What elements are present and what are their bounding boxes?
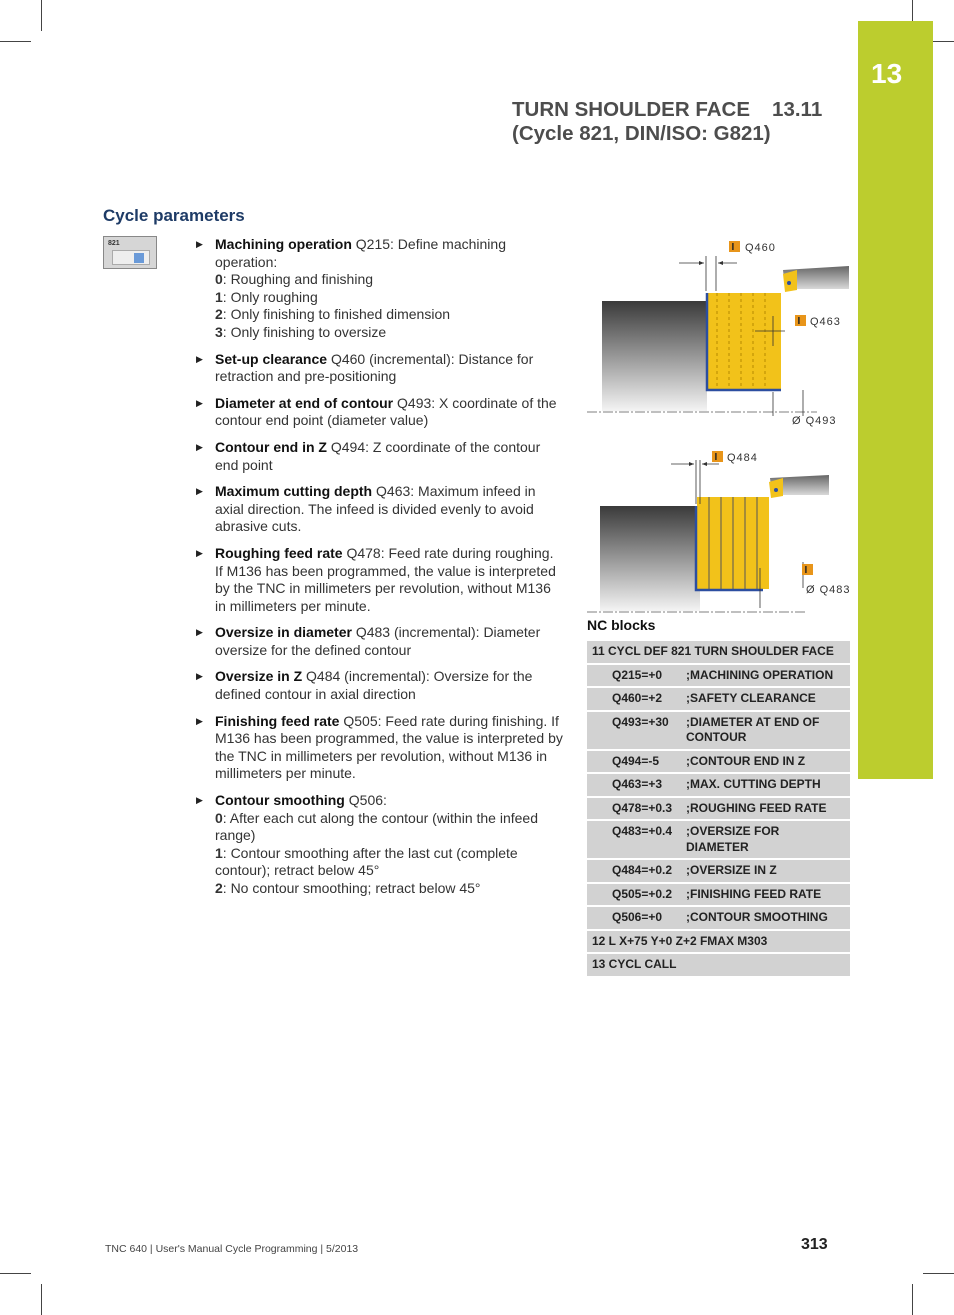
parameter-item — [193, 395, 563, 430]
nc-parameter-row — [587, 751, 850, 775]
option-key: 1 — [215, 844, 223, 861]
bullet-arrow-icon: ▶ — [196, 671, 203, 682]
parameter-name: Oversize in diameter — [215, 624, 352, 641]
option-text: : Contour smoothing after the last cut (complete contour); retract below 45° — [215, 844, 518, 879]
incremental-marker: I — [731, 242, 735, 253]
bullet-arrow-icon: ▶ — [196, 441, 203, 452]
option-text: : Only finishing to oversize — [222, 323, 387, 340]
footer-text: TNC 640 | User's Manual Cycle Programming | 5/2013 — [105, 1243, 359, 1255]
option-key: 2 — [215, 880, 223, 896]
parameter-name: Finishing feed rate — [215, 712, 340, 729]
nc-parameter-row — [587, 907, 850, 931]
parameter-item — [193, 792, 563, 898]
chapter-number: 13 — [871, 58, 903, 89]
parameter-option — [215, 845, 563, 880]
nc-parameter-comment: ;SAFETY CLEARANCE — [686, 691, 816, 705]
parameter-item — [193, 483, 563, 536]
crop-mark — [912, 1284, 913, 1315]
page-header — [512, 98, 842, 146]
nc-parameter-row — [587, 798, 850, 822]
crop-mark — [41, 0, 42, 31]
nc-parameter-row — [587, 712, 850, 751]
parameter-list — [193, 236, 563, 907]
nc-parameter-row — [587, 884, 850, 908]
workpiece — [600, 506, 700, 611]
parameter-item — [193, 545, 563, 615]
label-q493: Ø Q493 — [792, 415, 837, 427]
option-key: 1 — [215, 288, 223, 305]
nc-parameter-value: Q505=+0.2 — [612, 886, 673, 901]
bullet-arrow-icon: ▶ — [196, 627, 203, 638]
label-q463: Q463 — [810, 316, 841, 328]
nc-parameter-row — [587, 774, 850, 798]
incremental-marker: I — [714, 452, 718, 463]
nc-parameter-comment: ;MACHINING OPERATION — [686, 667, 834, 682]
parameter-description: Q483 (incremental): Diameter oversize for the defined contour — [215, 624, 541, 658]
option-key: 0 — [215, 809, 223, 826]
nc-parameter-comment: ;OVERSIZE FOR DIAMETER — [686, 824, 780, 854]
crop-mark — [41, 1284, 42, 1315]
parameter-option — [215, 324, 563, 342]
nc-parameter-value: Q494=-5 — [612, 753, 660, 768]
label-q484: Q484 — [727, 452, 758, 464]
parameter-description: Q478: Feed rate during roughing. If M136 has been programmed, the value is interpreted by the TNC in millimeters per revolution, without M136 in millimeters per minute. — [215, 544, 556, 614]
nc-parameter-comment: ;CONTOUR END IN Z — [686, 753, 806, 768]
nc-parameter-comment: ;FINISHING FEED RATE — [686, 886, 822, 901]
diagram-finishing — [587, 448, 852, 616]
parameter-item — [193, 236, 563, 342]
crop-mark — [0, 41, 31, 42]
parameter-description: Q494: Z coordinate of the contour end point — [215, 438, 541, 473]
nc-parameter-comment: ;OVERSIZE IN Z — [686, 863, 777, 877]
nc-parameter-value: Q483=+0.4 — [612, 824, 673, 838]
bullet-arrow-icon: ▶ — [196, 795, 203, 806]
incremental-marker: I — [797, 316, 801, 327]
softkey-label: 821 — [108, 240, 120, 247]
parameter-description: Q493: X coordinate of the contour end point (diameter value) — [215, 394, 557, 429]
nc-parameter-value: Q215=+0 — [612, 667, 663, 682]
nc-parameter-value: Q463=+3 — [612, 777, 663, 791]
bullet-arrow-icon: ▶ — [196, 715, 203, 726]
parameter-item — [193, 439, 563, 474]
nc-parameter-value: Q478=+0.3 — [612, 800, 673, 815]
option-text: : Roughing and finishing — [222, 271, 374, 288]
parameter-item — [193, 713, 563, 783]
page-number: 313 — [801, 1236, 828, 1253]
nc-parameter-row — [587, 665, 850, 689]
nc-blocks-title: NC blocks — [587, 617, 656, 633]
parameter-option — [215, 271, 563, 289]
incremental-marker: I — [804, 565, 808, 576]
nc-parameter-comment: ;MAX. CUTTING DEPTH — [686, 777, 821, 791]
parameter-option — [215, 880, 563, 898]
parameter-description: Q463: Maximum infeed in axial direction. The infeed is divided evenly to avoid abrasive cuts. — [215, 483, 536, 535]
nc-block-line: 12 L X+75 Y+0 Z+2 FMAX M303 — [587, 931, 850, 955]
parameter-name: Contour smoothing — [215, 792, 345, 809]
nc-block-head: 11 CYCL DEF 821 TURN SHOULDER FACE — [587, 641, 850, 665]
parameter-item — [193, 668, 563, 703]
nc-parameter-value: Q460=+2 — [612, 691, 663, 705]
header-subtitle: (Cycle 821, DIN/ISO: G821) — [512, 122, 771, 145]
bullet-arrow-icon: ▶ — [196, 486, 203, 497]
workpiece — [602, 301, 707, 411]
parameter-description: Q484 (incremental): Oversize for the defined contour in axial direction — [215, 668, 533, 703]
parameter-option — [215, 289, 563, 307]
nc-parameter-comment: ;DIAMETER AT END OF CONTOUR — [686, 714, 820, 744]
crop-mark — [923, 1273, 954, 1274]
parameter-name: Set-up clearance — [215, 350, 328, 367]
parameter-name: Maximum cutting depth — [215, 483, 373, 500]
crop-mark — [0, 1273, 31, 1274]
nc-parameter-comment: ;ROUGHING FEED RATE — [686, 800, 827, 815]
nc-block-line: 13 CYCL CALL — [587, 954, 850, 978]
option-key: 3 — [215, 323, 223, 340]
parameter-option — [215, 810, 563, 845]
nc-parameter-value: Q493=+30 — [612, 714, 669, 729]
parameter-item — [193, 624, 563, 659]
header-section-number: 13.11 — [772, 98, 823, 121]
option-text: : After each cut along the contour (within the infeed range) — [215, 809, 538, 844]
parameter-item — [193, 351, 563, 386]
nc-parameter-row — [587, 688, 850, 712]
nc-parameter-value: Q484=+0.2 — [612, 863, 673, 877]
parameter-option — [215, 306, 563, 324]
label-q483: Ø Q483 — [806, 584, 851, 596]
section-title: Cycle parameters — [103, 206, 245, 225]
parameter-name: Oversize in Z — [215, 668, 303, 685]
option-key: 0 — [215, 271, 223, 288]
bullet-arrow-icon: ▶ — [196, 239, 203, 249]
bullet-arrow-icon: ▶ — [196, 353, 203, 364]
parameter-name: Diameter at end of contour — [215, 394, 394, 411]
label-q460: Q460 — [745, 242, 776, 254]
nc-parameter-comment: ;CONTOUR SMOOTHING — [686, 910, 828, 924]
parameter-description: Q215: Define machining operation: — [215, 236, 506, 270]
option-text: : Only finishing to finished dimension — [222, 306, 451, 323]
parameter-description: Q506: — [344, 792, 387, 809]
option-text: : Only roughing — [222, 288, 318, 305]
cycle-softkey-icon — [103, 236, 157, 269]
header-title: TURN SHOULDER FACE — [512, 98, 751, 121]
nc-parameter-row — [587, 821, 850, 860]
parameter-name: Contour end in Z — [215, 438, 327, 455]
nc-parameter-row — [587, 860, 850, 884]
option-text: : No contour smoothing; retract below 45° — [222, 880, 481, 896]
softkey-graphic — [112, 250, 150, 265]
option-key: 2 — [215, 306, 223, 323]
nc-blocks-table — [587, 641, 850, 978]
parameter-name: Machining operation — [215, 236, 352, 252]
parameter-name: Roughing feed rate — [215, 544, 343, 561]
parameter-description: Q505: Feed rate during finishing. If M136 has been programmed, the value is interpreted by the TNC in millimeters per revolution, without M136 in millimeters per minute. — [215, 712, 563, 782]
chapter-tab — [858, 21, 933, 779]
nc-parameter-value: Q506=+0 — [612, 910, 663, 924]
bullet-arrow-icon: ▶ — [196, 547, 203, 558]
bullet-arrow-icon: ▶ — [196, 397, 203, 408]
diagram-roughing — [587, 236, 852, 436]
parameter-description: Q460 (incremental): Distance for retraction and pre-positioning — [215, 350, 534, 385]
